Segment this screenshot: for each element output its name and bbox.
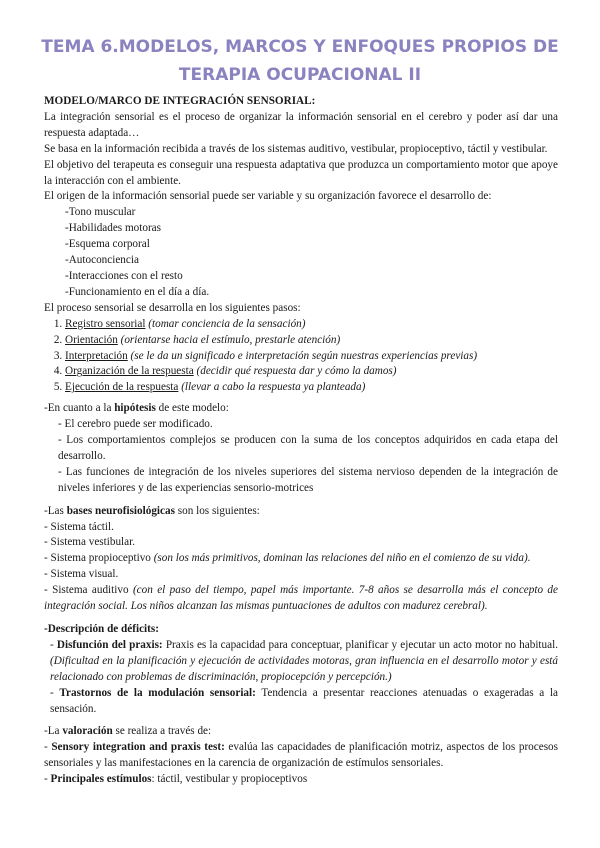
valuation-item: - Principales estímulos: táctil, vestibular y propioceptivos — [44, 773, 308, 786]
step-label: Organización de la respuesta — [65, 365, 194, 378]
steps-intro: El proceso sensorial se desarrolla en los siguientes pasos: — [44, 301, 301, 314]
step-item — [65, 317, 558, 333]
deficit-item: - Disfunción del praxis: Praxis es la capacidad para conceptuar, planificar y ejecutar un acto motor no habitual. (Dificultad en la planificación y ejecución de actividades motoras, gran influencia en el desarrollo motor y está relacionado con problemas de discriminación, propiocepción y percepción.) — [50, 638, 558, 683]
step-item — [65, 380, 558, 396]
intro-paragraph-2: Se basa en la información recibida a través de los sistemas auditivo, vestibular, propioceptivo, táctil y vestibular. — [44, 142, 548, 155]
favor-item: -Esquema corporal — [65, 238, 150, 251]
base-item — [44, 551, 558, 567]
favor-item: -Autoconciencia — [65, 254, 139, 267]
favor-item: -Interacciones con el resto — [65, 269, 183, 282]
step-label: Orientación — [65, 333, 118, 346]
base-item: - Sistema vestibular. — [44, 536, 136, 549]
step-label: Interpretación — [65, 349, 128, 362]
sipt-text: evalúa las capacidades de planificación motriz, aspectos de los procesos sensoriales y las manifestaciones en la carencia de organización de estímulos sensoriales. — [44, 741, 558, 770]
modulation-text: Tendencia a presentar reacciones atenuadas o exageradas a la sensación. — [50, 686, 558, 715]
step-item — [65, 364, 558, 380]
bases-pre: -Las — [44, 504, 67, 517]
step-note: (decidir qué respuesta dar y cómo la damos) — [196, 365, 397, 378]
sipt-title: Sensory integration and praxis test: — [51, 741, 225, 754]
document-body — [44, 94, 558, 788]
base-auditivo-label: - Sistema auditivo — [44, 584, 133, 597]
base-item — [44, 583, 558, 615]
steps-list — [44, 317, 558, 397]
val-bold: valoración — [62, 725, 113, 738]
bases-bold: bases neurofisiológicas — [66, 504, 175, 517]
title-line-1: TEMA 6.MODELOS, MARCOS Y ENFOQUES PROPIOS DE — [41, 37, 559, 57]
val-post: se realiza a través de: — [112, 725, 212, 738]
step-item — [65, 349, 558, 365]
bases-intro — [44, 504, 558, 520]
step-note: (llevar a cabo la respuesta ya planteada) — [181, 381, 366, 394]
step-label: Registro sensorial — [65, 317, 146, 330]
dispraxis-text: Praxis es la capacidad para conceptuar, planificar y ejecutar un acto motor no habitual. — [162, 638, 558, 651]
hypothesis-intro — [44, 401, 558, 417]
val-pre: -La — [44, 725, 63, 738]
deficits-heading: -Descripción de déficits: — [44, 623, 159, 635]
base-item: - Sistema táctil. — [44, 520, 114, 533]
favor-item: -Habilidades motoras — [65, 222, 162, 235]
stimuli-title: Principales estímulos — [50, 773, 152, 786]
document-title — [40, 33, 560, 89]
base-propio-label: - Sistema propioceptivo — [44, 552, 154, 565]
dispraxis-note: (Dificultad en la planificación y ejecución de actividades motoras, gran influencia en el desarrollo motor y está relacionado con problemas de discriminación, propiocepción y percepción.) — [50, 654, 558, 683]
intro-paragraph-4: El origen de la información sensorial puede ser variable y su organización favorece el desarrollo de: — [44, 190, 492, 203]
intro-paragraph-3: El objetivo del terapeuta es conseguir una respuesta adaptativa que produzca un comportamiento motor que apoye la interacción con el ambiente. — [44, 158, 558, 187]
section-heading: MODELO/MARCO DE INTEGRACIÓN SENSORIAL: — [44, 95, 316, 107]
dispraxis-title: Disfunción del praxis: — [56, 638, 163, 651]
base-item: - Sistema visual. — [44, 568, 119, 581]
step-note: (orientarse hacia el estímulo, prestarle atención) — [120, 333, 341, 346]
deficit-item: - Trastornos de la modulación sensorial: Tendencia a presentar reacciones atenuadas o exageradas a la sensación. — [50, 686, 558, 715]
step-note: (tomar conciencia de la sensación) — [148, 317, 306, 330]
hypothesis-item: - Los comportamientos complejos se producen con la suma de los conceptos adquiridos en cada etapa del desarrollo. — [58, 434, 558, 462]
hypothesis-item: - El cerebro puede ser modificado. — [58, 418, 213, 431]
favor-item: -Tono muscular — [65, 206, 136, 219]
base-propio-note: (son los más primitivos, dominan las relaciones del niño en el comienzo de su vida). — [153, 552, 531, 565]
step-label: Ejecución de la respuesta — [65, 381, 179, 394]
hyp-pre: -En cuanto a la — [44, 402, 115, 415]
hyp-post: de este modelo: — [155, 402, 229, 415]
valuation-intro — [44, 724, 558, 740]
step-item — [65, 333, 558, 349]
hypothesis-item: - Las funciones de integración de los niveles superiores del sistema nervioso dependen de la integración de niveles inferiores y de las experiencias sensorio-motrices — [58, 465, 558, 494]
title-line-2: TERAPIA OCUPACIONAL II — [178, 65, 422, 85]
step-note: (se le da un significado e interpretación según nuestras experiencias previas) — [130, 349, 478, 362]
intro-paragraph-1: La integración sensorial es el proceso de organizar la información sensorial en el cerebro y poder así dar una respuesta adaptada… — [44, 110, 558, 139]
valuation-item: - Sensory integration and praxis test: evalúa las capacidades de planificación motriz, aspectos de los procesos sensoriales y las manifestaciones en la carencia de organización de estímulos sensoriales. — [44, 741, 558, 770]
modulation-title: Trastornos de la modulación sensorial: — [59, 686, 256, 699]
bases-post: son los siguientes: — [174, 504, 260, 517]
base-auditivo-note: (con el paso del tiempo, papel más importante. 7-8 años se desarrolla más el concepto de integración social. Los niños alcanzan las mismas puntuaciones de adultos con madurez cerebral). — [44, 584, 558, 613]
favor-item: -Funcionamiento en el día a día. — [65, 285, 210, 298]
stimuli-text: : táctil, vestibular y propioceptivos — [151, 773, 308, 786]
hyp-bold: hipótesis — [114, 402, 156, 415]
